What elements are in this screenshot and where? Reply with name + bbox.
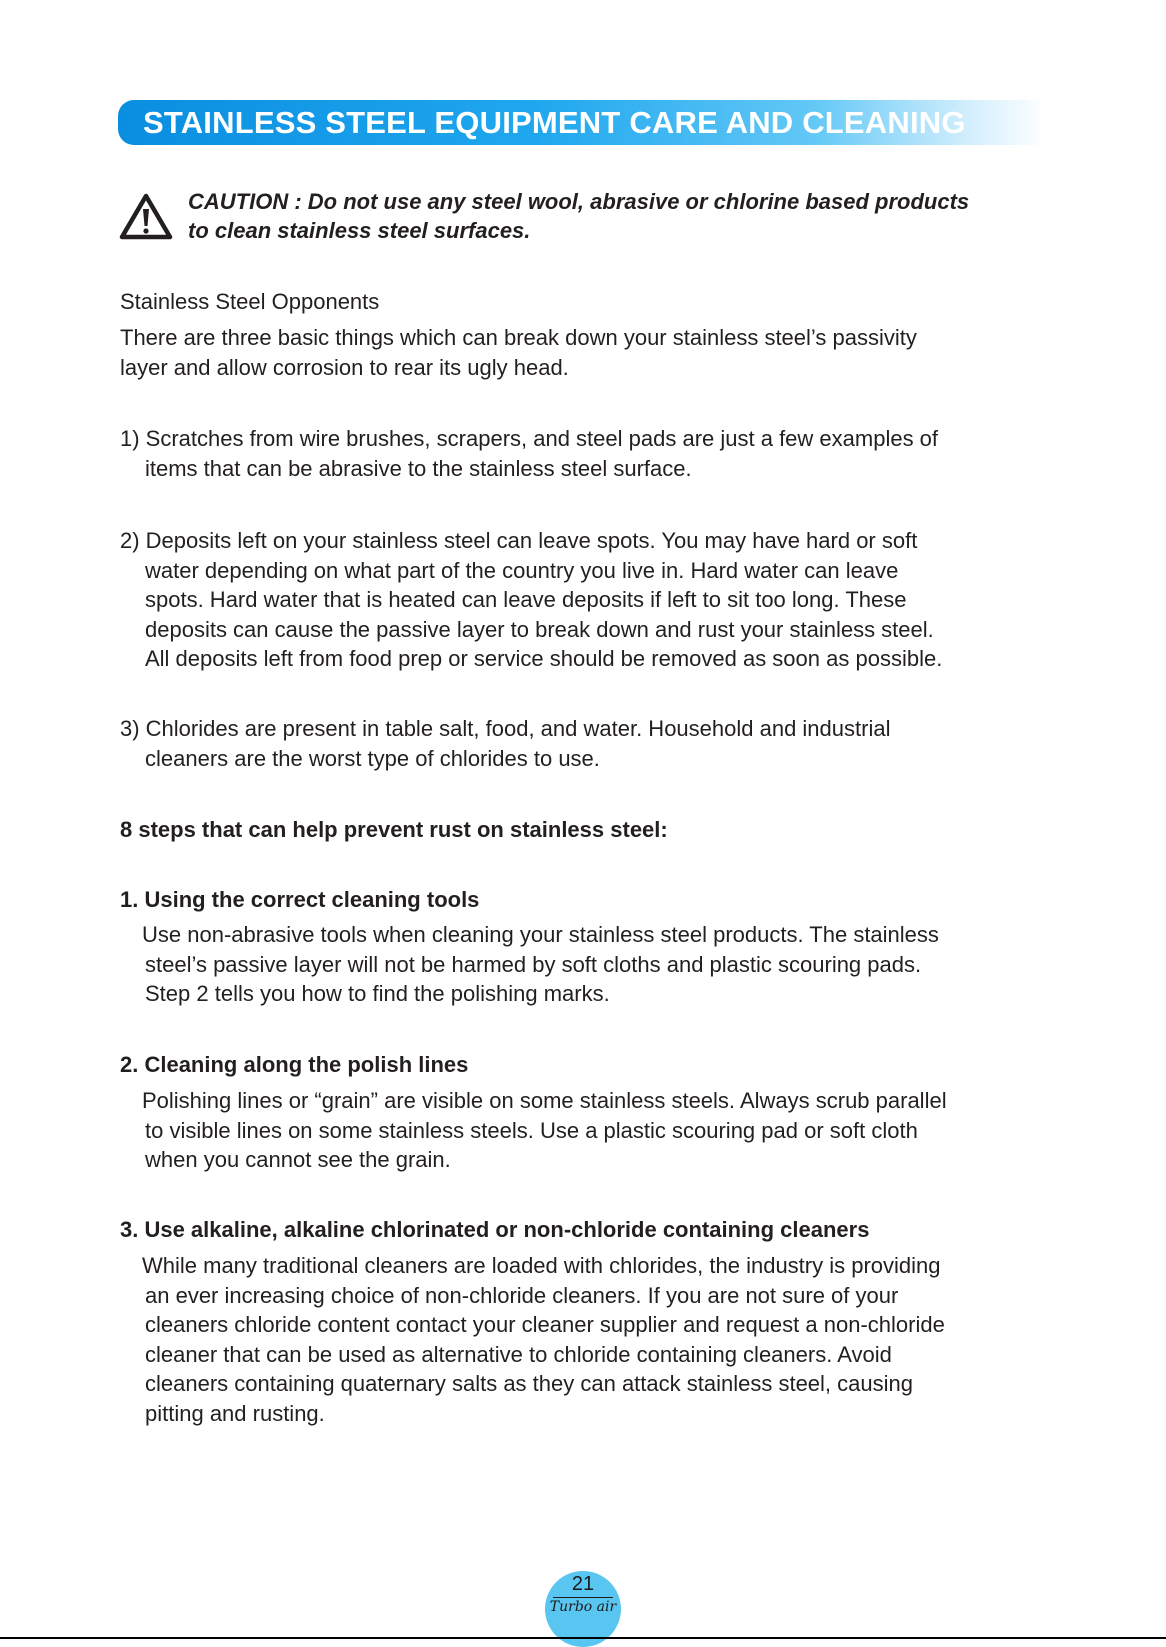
- step-title: 1. Using the correct cleaning tools: [120, 887, 480, 912]
- opponent-line: All deposits left from food prep or service should be removed as soon as possible.: [145, 646, 943, 671]
- step-line: Step 2 tells you how to find the polishing marks.: [145, 981, 610, 1006]
- intro-line: layer and allow corrosion to rear its ugly head.: [120, 354, 569, 380]
- page-title: STAINLESS STEEL EQUIPMENT CARE AND CLEANING: [143, 105, 966, 140]
- brand-logo: Turbo air: [549, 1599, 617, 1615]
- page-number-badge: [545, 1571, 621, 1639]
- page-number-rule: [553, 1597, 613, 1598]
- opponent-item-scratches: [120, 424, 1060, 483]
- step-line: pitting and rusting.: [145, 1400, 325, 1426]
- step-line: cleaners chloride content contact your cleaner supplier and request a non-chloride: [145, 1312, 945, 1337]
- opponent-line: spots. Hard water that is heated can leave deposits if left to sit too long. These: [145, 587, 907, 612]
- opponent-line: items that can be abrasive to the stainless steel surface.: [145, 455, 692, 481]
- intro-line: There are three basic things which can break down your stainless steel’s passivity: [120, 325, 917, 350]
- opponent-item-deposits: [120, 526, 1060, 674]
- step-line: Use non-abrasive tools when cleaning your stainless steel products. The stainless: [142, 922, 939, 947]
- steps-heading: 8 steps that can help prevent rust on stainless steel:: [120, 817, 668, 842]
- step-line: Polishing lines or “grain” are visible on some stainless steels. Always scrub parallel: [142, 1088, 947, 1113]
- step-body: [120, 1086, 1060, 1175]
- step-title: 3. Use alkaline, alkaline chlorinated or non-chloride containing cleaners: [120, 1217, 870, 1242]
- opponent-line: water depending on what part of the country you live in. Hard water can leave: [145, 557, 899, 583]
- warning-triangle-icon: [119, 193, 173, 241]
- caution-notice: [188, 187, 1088, 245]
- opponent-line: deposits can cause the passive layer to break down and rust your stainless steel.: [145, 616, 934, 642]
- step-line: steel’s passive layer will not be harmed by soft cloths and plastic scouring pads.: [145, 951, 922, 977]
- opponent-line: cleaners are the worst type of chlorides to use.: [145, 745, 600, 771]
- title-banner: [118, 100, 1046, 145]
- step-line: While many traditional cleaners are loaded with chlorides, the industry is providing: [142, 1253, 941, 1278]
- step-body: [120, 1251, 1060, 1428]
- caution-line: CAUTION : Do not use any steel wool, abrasive or chlorine based products: [188, 189, 970, 214]
- opponent-line: 3) Chlorides are present in table salt, food, and water. Household and industrial: [120, 716, 891, 741]
- caution-line: to clean stainless steel surfaces.: [188, 218, 531, 243]
- opponent-line: 2) Deposits left on your stainless steel can leave spots. You may have hard or soft: [120, 528, 918, 553]
- step-line: to visible lines on some stainless steels. Use a plastic scouring pad or soft cloth: [145, 1117, 918, 1143]
- step-line: when you cannot see the grain.: [145, 1147, 451, 1172]
- opponent-line: 1) Scratches from wire brushes, scrapers, and steel pads are just a few examples of: [120, 426, 939, 451]
- step-line: cleaners containing quaternary salts as they can attack stainless steel, causing: [145, 1371, 913, 1396]
- step-body: [120, 920, 1060, 1009]
- page-number: 21: [571, 1573, 595, 1595]
- step-title: 2. Cleaning along the polish lines: [120, 1052, 469, 1077]
- step-line: an ever increasing choice of non-chloride cleaners. If you are not sure of your: [145, 1282, 899, 1308]
- step-line: cleaner that can be used as alternative to chloride containing cleaners. Avoid: [145, 1341, 892, 1367]
- opponent-item-chlorides: [120, 714, 1060, 773]
- intro-heading: Stainless Steel Opponents: [120, 289, 380, 314]
- intro-paragraph: [120, 323, 1060, 382]
